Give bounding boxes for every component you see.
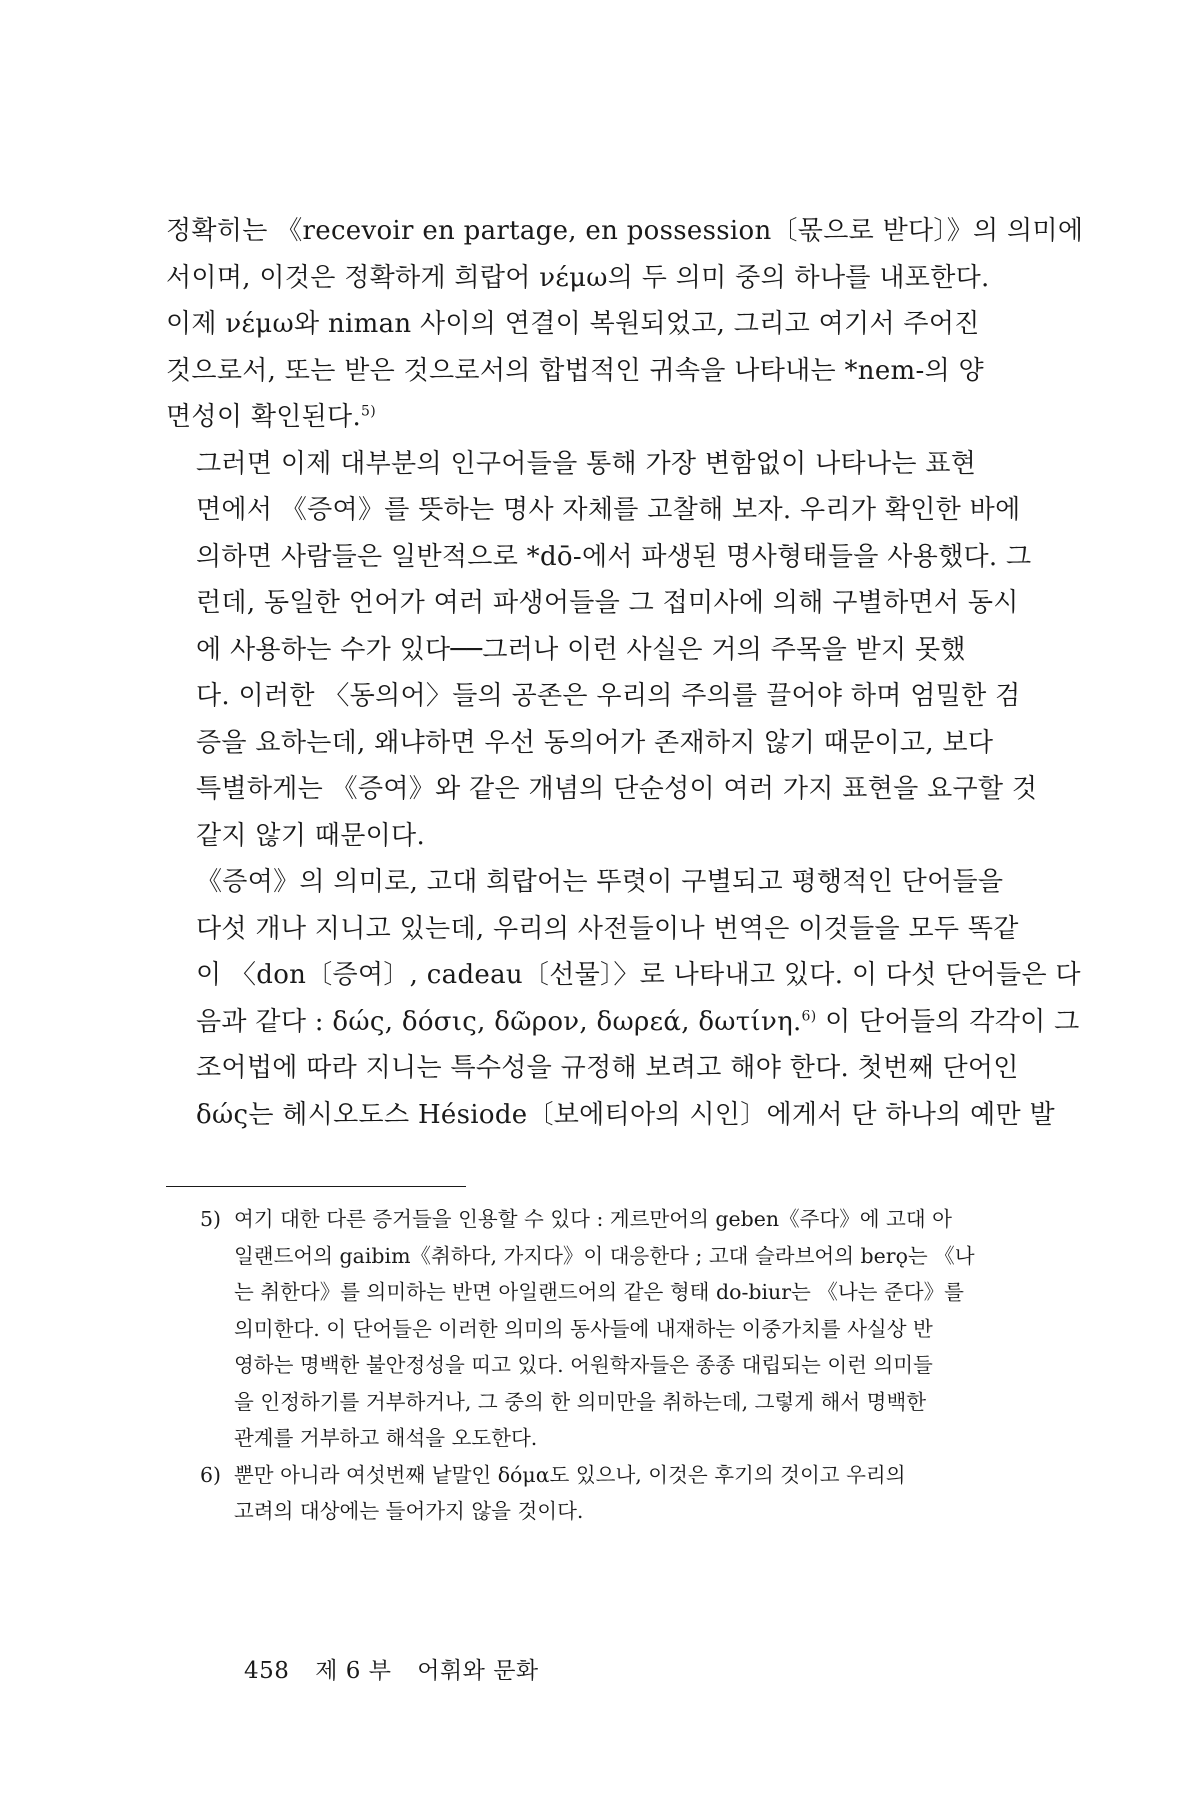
text-line: 그러면 이제 대부분의 인구어들을 통해 가장 변함없이 나타나는 표현 — [196, 448, 977, 479]
text-line: δώς는 헤시오도스 Hésiode〔보에티아의 시인〕에게서 단 하나의 예만 발 — [196, 1099, 1055, 1130]
footnote-number: 5) — [200, 1207, 222, 1231]
footnote-line: 뿐만 아니라 여섯번째 낱말인 δόμα도 있으나, 이것은 후기의 것이고 우리의 — [234, 1462, 906, 1487]
text-line: 다. 이러한 〈동의어〉들의 공존은 우리의 주의를 끌어야 하며 엄밀한 검 — [196, 681, 1021, 711]
page-number: 458 — [244, 1658, 290, 1684]
text-line — [166, 394, 1032, 441]
footnote-ref-6[interactable]: 6) — [801, 1007, 817, 1024]
footnote-5 — [166, 1201, 1032, 1457]
page-content — [166, 208, 1084, 1530]
part-title: 어휘와 문화 — [417, 1658, 539, 1684]
text-line: 면에서 《증여》를 뜻하는 명사 자체를 고찰해 보자. 우리가 확인한 바에 — [196, 495, 1021, 525]
text-line — [166, 999, 1080, 1046]
paragraph-1 — [166, 208, 1084, 441]
footnote-line: 고려의 대상에는 들어가지 않을 것이다. — [234, 1499, 584, 1523]
footnote-ref-5[interactable]: 5) — [361, 403, 377, 420]
footnote-line: 는 취한다》를 의미하는 반면 아일랜드어의 같은 형태 do-biur는 《나는 준다》를 — [234, 1280, 964, 1304]
paragraph-3 — [166, 859, 1081, 1138]
text-line: 에 사용하는 수가 있다──그러나 이런 사실은 거의 주목을 받지 못했 — [196, 634, 966, 665]
text-line: 이제 νέμω와 niman 사이의 연결이 복원되었고, 그리고 여기서 주어진 — [166, 309, 980, 339]
footnote-line: 을 인정하기를 거부하거나, 그 중의 한 의미만을 취하는데, 그렇게 해서 명백한 — [234, 1389, 927, 1414]
text-line-tail: 이 단어들의 각각이 그 — [816, 1006, 1080, 1037]
part-label: 제 6 부 — [315, 1658, 392, 1684]
footnote-number: 6) — [200, 1462, 222, 1487]
text-line: 런데, 동일한 언어가 여러 파생어들을 그 접미사에 의해 구별하면서 동시 — [196, 588, 1019, 618]
footnote-line: 여기 대한 다른 증거들을 인용할 수 있다 : 게르만어의 geben《주다》에 고대 아 — [234, 1207, 952, 1231]
footnote-line: 관계를 거부하고 해석을 오도한다. — [234, 1426, 538, 1450]
footnote-line: 영하는 명백한 불안정성을 띠고 있다. 어원학자들은 종종 대립되는 이런 의미들 — [234, 1353, 933, 1377]
text-line: 서이며, 이것은 정확하게 희랍어 νέμω의 두 의미 중의 하나를 내포한다. — [166, 262, 990, 293]
footnote-divider — [166, 1186, 466, 1187]
page-footer — [244, 1652, 557, 1685]
text-line: 《증여》의 의미로, 고대 희랍어는 뚜렷이 구별되고 평행적인 단어들을 — [196, 867, 1004, 897]
text-line-content: 음과 같다 : δώς, δόσις, δῶρον, δωρεά, δωτίνη. — [196, 1006, 802, 1037]
footnote-line: 의미한다. 이 단어들은 이러한 의미의 동사들에 내재하는 이중가치를 사실상 반 — [234, 1316, 933, 1341]
text-line: 증을 요하는데, 왜냐하면 우선 동의어가 존재하지 않기 때문이고, 보다 — [196, 727, 994, 758]
paragraph-2 — [166, 441, 1038, 860]
text-line: 조어법에 따라 지니는 특수성을 규정해 보려고 해야 한다. 첫번째 단어인 — [196, 1053, 1019, 1083]
text-line: 특별하게는 《증여》와 같은 개념의 단순성이 여러 가지 표현을 요구할 것 — [196, 774, 1038, 804]
footnote-6 — [166, 1457, 1032, 1530]
text-line: 같지 않기 때문이다. — [196, 820, 426, 851]
text-line-content: 면성이 확인된다. — [166, 402, 362, 432]
text-line: 의하면 사람들은 일반적으로 *dō-에서 파생된 명사형태들을 사용했다. 그 — [196, 541, 1032, 572]
footnote-text — [234, 1201, 1032, 1457]
text-line: 다섯 개나 지니고 있는데, 우리의 사전들이나 번역은 이것들을 모두 똑같 — [196, 913, 1019, 944]
text-line: 이 〈don〔증여〕, cadeau〔선물〕〉로 나타내고 있다. 이 다섯 단어들은 다 — [196, 960, 1081, 990]
footnote-line: 일랜드어의 gaibim《취하다, 가지다》이 대응한다 ; 고대 슬라브어의 berǫ는 《나 — [234, 1243, 975, 1268]
text-line: 것으로서, 또는 받은 것으로서의 합법적인 귀속을 나타내는 *nem-의 양 — [166, 355, 984, 386]
footnote-text — [234, 1457, 1032, 1530]
text-line: 정확히는 《recevoir en partage, en possession〔몫으로 받다〕》의 의미에 — [166, 216, 1084, 246]
